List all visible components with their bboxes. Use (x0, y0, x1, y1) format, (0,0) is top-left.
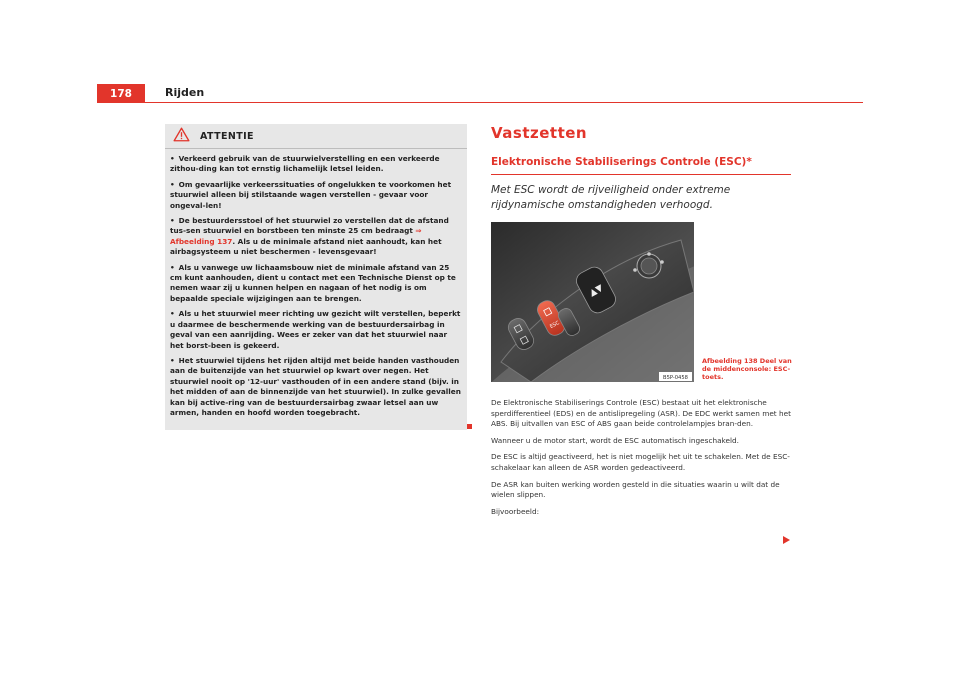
warning-item (170, 309, 461, 351)
warning-box (165, 124, 467, 430)
bullet-icon: • (170, 216, 175, 226)
warning-triangle-icon (173, 127, 190, 146)
warning-item-text: Om gevaarlijke verkeerssituaties of ongelukken te voorkomen het stuurwiel alleen bij stilstaande wagen verstellen - gevaar voor ongeval-len! (170, 179, 452, 210)
body-text (491, 398, 796, 523)
warning-item (170, 154, 461, 175)
warning-item (170, 356, 461, 418)
svg-text:▲▼: ▲▼ (588, 283, 605, 299)
paragraph: Wanneer u de motor start, wordt de ESC automatisch ingeschakeld. (491, 435, 739, 445)
subtitle-divider (491, 174, 791, 175)
warning-item (170, 263, 461, 305)
warning-item-text: Verkeerd gebruik van de stuurwielverstelling en een verkeerde zithou-ding kan tot ernstig lichamelijk letsel leiden. (170, 154, 440, 174)
section-subtitle: Elektronische Stabiliserings Controle (ESC)* (491, 156, 752, 168)
warning-item-text: Als u het stuurwiel meer richting uw gezicht wilt verstellen, beperkt u daarmee de beschermende werking van de bestuurdersairbag in geval van een aanrijding. Wees er zeker van dat het stuurwiel naar het borst-been is gekeerd. (170, 309, 461, 350)
warning-list (165, 149, 467, 418)
bullet-icon: • (170, 355, 175, 365)
warning-item (170, 216, 461, 258)
svg-text:ESC: ESC (549, 320, 561, 331)
bullet-icon: • (170, 179, 175, 189)
section-intro: Met ESC wordt de rijveiligheid onder extreme rijdynamische omstandigheden verhoogd. (491, 184, 731, 211)
page-number: 178 (97, 84, 145, 103)
warning-item-text: De bestuurdersstoel of het stuurwiel zo verstellen dat de afstand tus-sen stuurwiel en borstbeen ten minste 25 cm bedraagt (170, 216, 449, 236)
figure-caption: Afbeelding 138 Deel van de middenconsole: ESC-toets. (702, 357, 792, 382)
section-end-marker (467, 424, 472, 429)
figure-reference-link[interactable]: ⇒ Afbeelding 137 (170, 226, 422, 246)
bullet-icon: • (170, 262, 175, 272)
chapter-title: Rijden (165, 86, 205, 99)
paragraph: De ESC is altijd geactiveerd, het is niet mogelijk het uit te schakelen. Met de ESC-schakelaar kan alleen de ASR worden gedeactiveerd. (491, 452, 790, 472)
figure-code: B5P-0458 (663, 375, 688, 381)
continue-arrow-icon (783, 536, 790, 544)
warning-item-text: . Als u de minimale afstand niet aanhoudt, kan het airbagsysteem u niet beschermen - levensgevaar! (170, 236, 442, 257)
paragraph: De Elektronische Stabiliserings Controle (ESC) bestaat uit het elektronische sperdifferentieel (EDS) en de antislipregeling (ASR). De EDC werkt samen met het ABS. Bij uitvallen van ESC of ABS gaan beide controlelampjes bran-den. (491, 398, 791, 429)
figure-console-photo (491, 222, 694, 382)
warning-header (165, 124, 467, 149)
header-divider (97, 102, 863, 103)
paragraph: Bijvoorbeeld: (491, 506, 540, 516)
paragraph: De ASR kan buiten werking worden gesteld in die situaties waarin u wilt dat de wielen slippen. (491, 479, 780, 500)
warning-item-text: Het stuurwiel tijdens het rijden altijd met beide handen vasthouden aan de buitenzijde van het stuurwiel op kwart over negen. Het stuurwiel nooit op '12-uur' vasthouden of in een andere stand (bijv. in het midden of aan de binnenzijde van het stuurwiel). In zulke gevallen kan bij active-ring van de bestuurdersairbag zwaar letsel aan uw armen, handen en hoofd worden toegebracht. (170, 355, 461, 417)
bullet-icon: • (170, 154, 175, 163)
warning-item (170, 180, 461, 211)
bullet-icon: • (170, 309, 175, 319)
warning-item-text: Als u vanwege uw lichaamsbouw niet de minimale afstand van 25 cm kunt aanhouden, dient u contact met een Technische Dienst op te nemen waar zij u kunnen helpen en nagaan of het nodig is om bepaalde speciale wijzigingen aan te brengen. (170, 262, 456, 303)
warning-title: ATTENTIE (200, 130, 254, 142)
section-title: Vastzetten (491, 124, 588, 142)
